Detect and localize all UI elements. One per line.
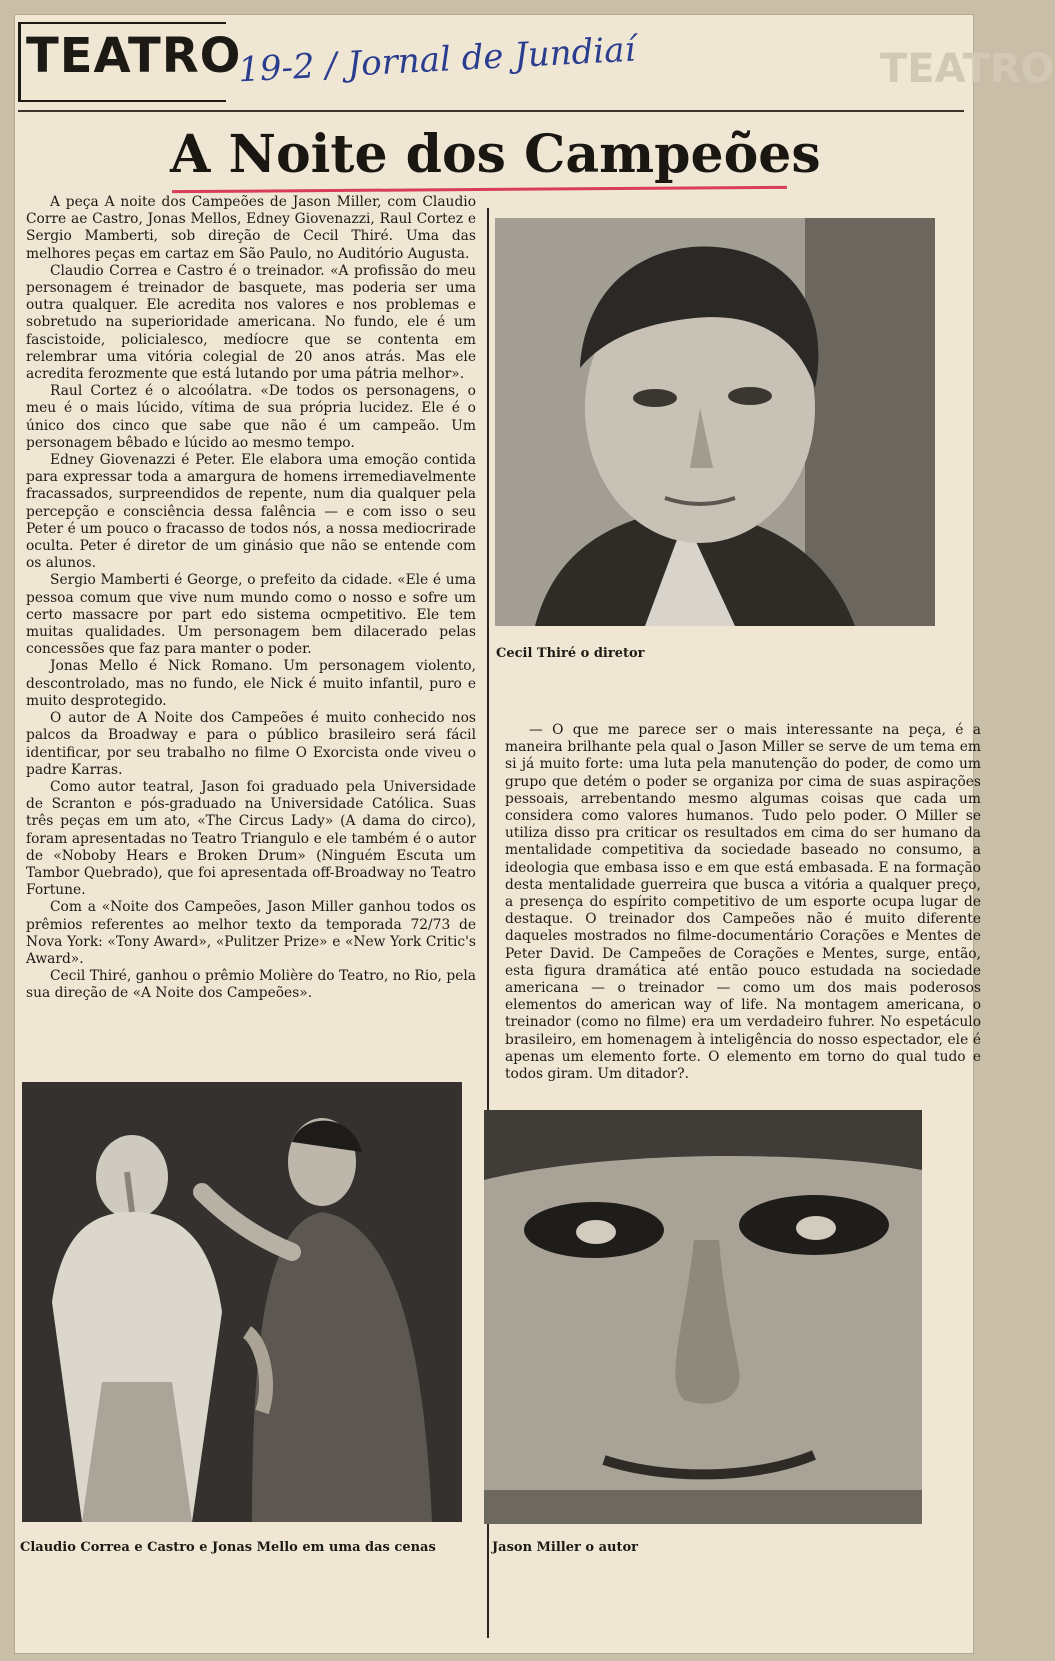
paragraph: Jonas Mello é Nick Romano. Um personagem violento, descontrolado, mas no fundo, ele Nick é muito infantil, puro e muito desprotegido. — [26, 658, 476, 709]
paragraph: Sergio Mamberti é George, o prefeito da cidade. «Ele é uma pessoa comum que vive num mundo como o nosso e sofre um certo massacre por part edo sistema ocmpetitivo. Ele tem muitas qualidades. Um personagem bem dilacerado pelas concessões que faz para manter o poder. — [26, 572, 476, 658]
handwritten-note: 19-2 / Jornal de Jundiaí — [237, 29, 637, 91]
caption-cecil-thire: Cecil Thiré o diretor — [496, 646, 645, 661]
caption-jason-miller: Jason Miller o autor — [492, 1540, 638, 1555]
caption-stage-scene: Claudio Correa e Castro e Jonas Mello em uma das cenas — [20, 1540, 436, 1555]
paragraph: Raul Cortez é o alcoólatra. «De todos os personagens, o meu é o mais lúcido, vítima de sua própria lucidez. Ele é o único dos cinco que sabe que não é um campeão. Um personagem bêbado e lúcido ao mesmo tempo. — [26, 383, 476, 451]
photo-cecil-thire — [495, 218, 935, 626]
paragraph: A peça A noite dos Campeões de Jason Miller, com Claudio Corre ae Castro, Jonas Mellos, Edney Giovenazzi, Raul Cortez e Sergio Mamberti, sob direção de Cecil Thiré. Uma das melhores peças em cartaz em São Paulo, no Auditório Augusta. — [26, 194, 476, 262]
photo-stage-scene — [22, 1082, 462, 1522]
paragraph: — O que me parece ser o mais interessante na peça, é a maneira brilhante pela qual o Jason Miller se serve de um tema em si já muito forte: uma luta pela manutenção do poder, de como um grupo que detém o poder se organiza por cima de suas aspirações pessoais, arrebentando mesmo algumas coisas que cada um considera como valores humanos. Tudo pelo poder. O Miller se utiliza disso pra criticar os resultados em cima do ser humano da mentalidade competitiva da sociedade baseado no consumo, a ideologia que embasa isso e em que está embasada. E na formação desta mentalidade guerreira que busca a vitória a qualquer preço, a presença do espírito competitivo de um esporte ocupa lugar de destaque. O treinador dos Campeões não é muito diferente daqueles mostrados no filme-documentário Corações e Mentes de Peter David. De Campeões de Corações e Mentes, surge, então, esta figura dramática até então pouco estudada na sociedade americana — o treinador — como um dos mais poderosos elementos do american way of life. Na montagem americana, o treinador (como no filme) era um verdadeiro fuhrer. No espetáculo brasileiro, em homenagem à inteligência do nosso espectador, ele é apenas um elemento forte. O elemento em torno do qual tudo e todos giram. Um ditador?. — [505, 722, 981, 1083]
paragraph: Como autor teatral, Jason foi graduado pela Universidade de Scranton e pós-graduado na Universidade Católica. Suas três peças em um ato, «The Circus Lady» (A dama do circo), foram apresentadas no Teatro Triangulo e ele também é o autor de «Noboby Hears e Broken Drum» (Ninguém Escuta um Tambor Quebrado), que foi apresentada off-Broadway no Teatro Fortune. — [26, 778, 476, 899]
header-rule — [18, 110, 964, 112]
paragraph: O autor de A Noite dos Campeões é muito conhecido nos palcos da Broadway e para o público brasileiro será fácil identificar, por seu trabalho no filme O Exorcista onde viveu o padre Karras. — [26, 710, 476, 778]
paragraph: Claudio Correa e Castro é o treinador. «A profissão do meu personagem é treinador de basquete, mas poderia ser uma outra qualquer. Ele acredita nos valores e nos problemas e sobretudo na superioridade americana. No fundo, ele é um fascistoide, policialesco, medíocre que se contenta em relembrar uma vitória colegial de 20 anos atrás. Mas ele acredita ferozmente que está lutando por uma pátria melhor». — [26, 262, 476, 383]
photo-jason-miller — [484, 1110, 922, 1524]
headline: A Noite dos Campeões — [170, 124, 821, 185]
section-label: TEATRO — [26, 28, 242, 84]
paragraph: Com a «Noite dos Campeões, Jason Miller ganhou todos os prêmios referentes ao melhor texto da temporada 72/73 de Nova York: «Tony Award», «Pulitzer Prize» e «New York Critic's Award». — [26, 899, 476, 967]
paragraph: Edney Giovenazzi é Peter. Ele elabora uma emoção contida para expressar toda a amargura de homens irremediavelmente fracassados, surpreendidos de repente, num dia qualquer pela percepção e consciência dessa falência — e com isso o seu Peter é um pouco o fracasso de todos nós, a nossa mediocrirade oculta. Peter é diretor de um ginásio que não se entende com os alunos. — [26, 452, 476, 572]
paragraph: Cecil Thiré, ganhou o prêmio Molière do Teatro, no Rio, pela sua direção de «A Noite dos Campeões». — [26, 968, 476, 1002]
bleed-through-text: TEATRO — [880, 46, 1055, 92]
left-column-text — [26, 194, 476, 1003]
right-column-text — [505, 722, 981, 1083]
